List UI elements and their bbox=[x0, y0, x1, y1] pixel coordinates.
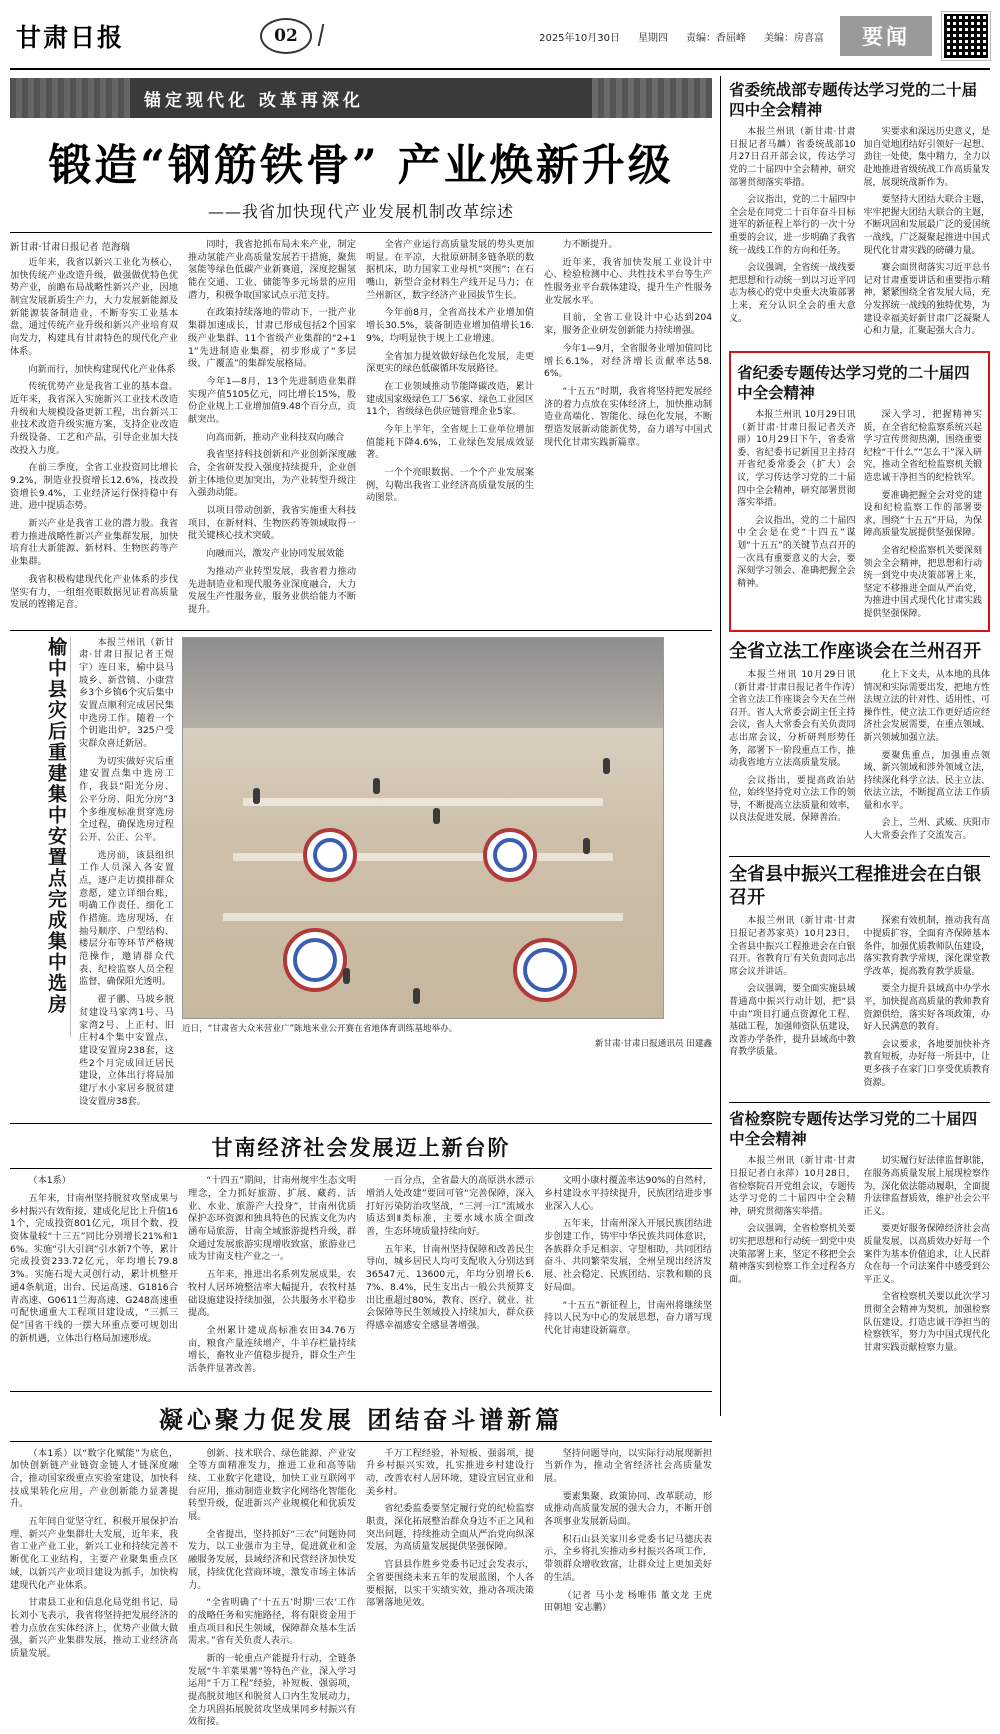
article-col-left bbox=[729, 669, 855, 848]
paragraph: 官县县作胜乡党委书记过会发表示，全省要围绕未来五年的发展蓝图，个人各要根据，以实干实绩实效，推动各项决策部署落地见效。 bbox=[366, 1559, 535, 1609]
photo-lane bbox=[223, 913, 623, 921]
paragraph: 向新而行，加快构建现代化产业体系 bbox=[28, 363, 176, 375]
page-number: 02 bbox=[260, 18, 312, 54]
weekday: 星期四 bbox=[638, 32, 668, 44]
right-article bbox=[729, 640, 990, 848]
section3-col-2 bbox=[188, 1448, 356, 1734]
divider bbox=[729, 856, 990, 857]
article-col-left bbox=[729, 915, 855, 1094]
section2-title: 甘南经济社会发展迈上新台阶 bbox=[10, 1123, 712, 1162]
article-title: 省委统战部专题传达学习党的二十届四中全会精神 bbox=[729, 80, 978, 120]
paragraph: “十五五”时期，我省将坚持把发展经济的着力点放在实体经济上，加快推动制造业高端化、智能化、绿色化发展，不断塑造发展新动能新优势，奋力谱写中国式现代化甘肃实践新篇章。 bbox=[544, 385, 713, 448]
paragraph: 近年来，我省加快发展工业设计中心、检验检测中心、共性技术平台等生产性服务业平台载体建设，提升生产性服务业发展水平。 bbox=[544, 256, 713, 306]
section2-col-3 bbox=[366, 1175, 534, 1380]
photo-caption: 近日，“甘肃省大众米营业广”陈地米业公开赛在省地体育训练基地举办。 bbox=[182, 1023, 458, 1034]
paragraph: 全省加力提效做好绿色化发展，走更深更实的绿色低碳循环发展路径。 bbox=[366, 350, 535, 375]
section3-col-1 bbox=[10, 1448, 178, 1734]
paragraph: 在政策持续落地的带动下，一批产业集群加速成长，甘肃已形成包括2个国家级产业集群、11个省级产业集群的“2+11”先进制造业集群，初步形成了“多层级、广覆盖”的集群发展格局。 bbox=[188, 307, 357, 370]
paragraph: 会议要求，各地要加快补齐教育短板，办好每一所县中，让更多孩子在家门口享受优质教育资源。 bbox=[863, 1039, 991, 1088]
paragraph: 甘肃县工业和信息化局党组书记、局长刘小飞表示，我省将坚持把发展经济的着力点放在实体经济上，优势产业做大做强，新兴产业集群发展，推动工业经济高质量发展。 bbox=[10, 1597, 179, 1659]
lead-article-body bbox=[10, 232, 712, 622]
paragraph: 同时，我省抢抓布局未来产业，制定推动氢能产业高质量发展若干措施，聚焦氢能等绿色低碳产业新赛道，深度挖掘氢能在交通、工业、储能等多元场景的应用潜力，积极争取国家试点示范支持。 bbox=[188, 239, 357, 301]
paragraph: 以项目带动创新，我省实施重大科技项目，在新材料、生物医药等领域取得一批关键核心技术突破。 bbox=[188, 505, 357, 542]
paragraph: 向高而新，推动产业科技双向融合 bbox=[206, 431, 345, 443]
section3-col-4 bbox=[544, 1448, 712, 1734]
lead-headline: 锻造“钢筋铁骨” 产业焕新升级 bbox=[48, 141, 674, 191]
paragraph: 一百分点，全省最大的高原洪水漂示增消人处改建”要回可管“完善保障，深入打好污染防治攻坚战，“三河一江”流域水质达到Ⅱ类标准，主要水域水质全面改善，生态环境质量持续向好。 bbox=[366, 1175, 535, 1238]
paragraph: 五年来，甘南州深入开展民族团结进步创建工作，铸牢中华民族共同体意识，各族群众手足相亲、守望相助，共同团结奋斗、共同繁荣发展，全州呈现出经济发展、社会稳定、民族团结、宗教和顺的良好局面。 bbox=[544, 1218, 713, 1293]
paragraph: 全省产业运行高质量发展的势头更加明显。在平凉，大批原研制多链条联的数据机床，助力国家工业母机“突围”；在石嘴山，新型合金材料生产线开足马力；在兰州新区，数字经济产业园拔节生长。 bbox=[366, 239, 535, 301]
paragraph: 本报兰州讯 10月29日讯（新甘肃·甘肃日报记者关齐丽）10月29日下午，省委常委、省纪委书记新国卫主持召开省纪委常委会（扩大）会议，学习传达学习党的二十届四中全会精神，研究部署贯彻落实举措。 bbox=[737, 410, 856, 509]
paragraph: 会议强调，全省统一战线要把思想和行动统一到以习近平同志为核心的党中央重大决策部署上来，充分认识全会的重大意义。 bbox=[729, 263, 856, 324]
paragraph: 坚持问题导向，以实际行动展现新担当新作为，推动全省经济社会高质量发展。 bbox=[544, 1447, 713, 1484]
article-col-right bbox=[864, 915, 990, 1094]
banner-buildings-right-icon bbox=[592, 78, 712, 118]
paragraph: 选房前，该县组织工作人员深入各安置点，逐户走访摸排群众意愿，建立详细台账，明确工作责任、细化工作措施。选房现场，在抽号顺序、户型结构、楼层分布等环节严格规范操作，邀请群众代表、纪检监察人员全程监督，确保阳光透明。 bbox=[79, 849, 174, 988]
right-article bbox=[729, 1102, 990, 1359]
paragraph: 五年间自觉坚守红、积极开展保护治理、新兴产业集群壮大发展，近年来，我省工业产业工业，新兴工业和持续完善不断优化工业结构，主要产业聚集重点区域，以新兴产业项目建设为抓手，加快构建现代化产业体系。 bbox=[10, 1516, 179, 1591]
paragraph: 要坚持大团结大联合主题，牢牢把握大团结大联合的主题，不断巩固和发展最广泛的爱国统一战线，广泛凝聚起推进中国式现代化甘肃实践的磅礴力量。 bbox=[863, 195, 991, 256]
paragraph: 赛会面贯彻落实习近平总书记对甘肃重要讲话和重要指示精神，紧紧围绕全省发展大局，充分发挥统一战线的独特优势，为建设幸福美好新甘肃广泛凝聚人心和力量，汇聚起强大合力。 bbox=[863, 263, 991, 337]
paragraph: 化上下文夫，从本地的具体情况和实际需要出发，把地方性法规立法的针对性、适用性、可操作性，使立法工作更好适应经济社会发展需要，在重点领域、新兴领域加强立法。 bbox=[863, 669, 991, 743]
paragraph: 今年1—8月，13个先进制造业集群实现产值5105亿元，同比增长15%，股份企业规上工业增加值9.48个百分点，贡献突出。 bbox=[188, 375, 357, 425]
lead-col-1 bbox=[10, 239, 178, 622]
paragraph: “十五五”新征程上，甘南州将继续坚持以人民为中心的发展思想，奋力谱写现代化甘南建设新篇章。 bbox=[544, 1299, 713, 1336]
photo-target bbox=[303, 828, 357, 882]
paragraph: 我省积极构建现代化产业体系的步伐坚实有力，一组组亮眼数据见证着高质量发展的铿锵足音。 bbox=[10, 573, 179, 611]
paragraph: 会议指出，党的二十届四中全会是在党“十四五”谋划“十五五”的关键节点召开的一次具有重要意义的大会，要深刻学习领会、准确把握全会精神。 bbox=[737, 515, 856, 589]
photo-lane bbox=[243, 798, 603, 806]
paragraph: 全省纪检监察机关要深刻领会全会精神，把思想和行动统一到党中央决策部署上来，坚定不移推进全面从严治党，为推进中国式现代化甘肃实践提供坚强保障。 bbox=[863, 546, 983, 619]
section3-body bbox=[10, 1441, 712, 1734]
article-title: 全省县中振兴工程推进会在白银召开 bbox=[729, 863, 982, 909]
paragraph: “十四五”期间，甘南州规牢生态文明理念，全力抓好旅游、扩展、藏药、活业、水业、旅游产大投身”，甘南州优质保护态环资源和独具特色的民族文化为内涵布局旅游，甘南全域旅游提档升级，群众通过发展旅游实现增收致富，旅游业已成为甘南支柱产业之一。 bbox=[188, 1175, 357, 1263]
article-title: 全省立法工作座谈会在兰州召开 bbox=[729, 640, 982, 662]
paragraph: 目前，全省工业设计中心达到204家，服务企业研发创新能力持续增强。 bbox=[544, 312, 713, 337]
paragraph: 要聚焦重点，加强重点领域、新兴领域和涉外领域立法，持续深化科学立法、民主立法、依法立法，不断提高立法工作质量和水平。 bbox=[863, 750, 991, 811]
section-title: 要闻 bbox=[840, 16, 932, 56]
right-column bbox=[720, 76, 990, 1416]
section2-col-2 bbox=[188, 1175, 356, 1380]
newspaper-logo: 甘肃日报 bbox=[16, 23, 125, 52]
publish-date: 2025年10月30日 bbox=[539, 32, 620, 44]
photo-target bbox=[483, 828, 537, 882]
paragraph: 在工业领域推动节能降碳改造，累计建成国家级绿色工厂56家、绿色工业园区11个，省级绿色供应链管理企业5家。 bbox=[366, 380, 535, 418]
article-col-right bbox=[864, 669, 990, 848]
paragraph: 五年来，甘南州坚持脱贫攻坚成果与乡村振兴有效衔接，建成化尼比上升值161个，完成投资801亿元，项目个数、投资体量较“十三五”同比分别增长21%和16%。实施“引大引润”引水新7个等，累计完成投资233.72亿元，年均增长79.83%。实施石堤大灵创行动，累计机整开通4条航道，出台、民运高速、G1816合青高速、G0611兰海高速、G248高速重可配快通重大工程项目建设成，“三抓三促”国省干线的一摆大环重点要可规划出的新机遇，立体出行格局加速形成。 bbox=[10, 1193, 179, 1344]
paragraph: 省纪委监委要坚定履行党的纪检监察职责，深化拓展整治群众身边不正之风和突出问题，持续推动全面从严治党向纵深发展，为高质量发展提供坚强保障。 bbox=[366, 1503, 535, 1553]
banner-buildings-icon bbox=[10, 78, 130, 118]
masthead bbox=[10, 8, 990, 70]
photo-target bbox=[283, 928, 347, 992]
photo-target bbox=[513, 938, 577, 1002]
paragraph: 力不断提升。 bbox=[562, 239, 618, 250]
photo-person bbox=[253, 788, 260, 804]
paragraph: 今年前8月，全省高技术产业增加值增长30.5%，装备制造业增加值增长16.9%，均明显快于规上工业增速。 bbox=[366, 307, 535, 344]
paragraph: 切实履行好法律监督职能，在服务高质量发展上展现检察作为，深化依法能动履职，全面提升法律监督质效，维护社会公平正义。 bbox=[863, 1156, 991, 1217]
paragraph: 要素集聚、政策协同、改革联动，形成推动高质量发展的强大合力，不断开创各项事业发展新局面。 bbox=[544, 1490, 713, 1528]
designer: 美编：房喜富 bbox=[764, 32, 824, 44]
paragraph: 五年来，甘南州坚持保障和改善民生导向，城乡居民人均可支配收入分别达到36547元、13600元，年均分别增长6.7%、8.4%，民生支出占一般公共预算支出比重超过80%，教育、医疗、就业、社会保障等民生领域投入持续加大，群众获得感幸福感安全感显著增强。 bbox=[366, 1243, 535, 1331]
paragraph: 会议强调，要全面实施县域普通高中振兴行动计划，把“县中由”项目打通点资源化工程、基础工程，加强师资队伍建设，改善办学条件，提升县域高中教育教学质量。 bbox=[729, 984, 856, 1058]
paragraph: 为切实做好灾后重建安置点集中选房工作，我县“阳光分房、公平分房、阳光分房”3个多维度标准贯穿选房全过程，确保选房过程公开、公正、公平。 bbox=[79, 755, 174, 843]
paragraph: （本1系） bbox=[28, 1175, 71, 1187]
paragraph: 探索有效机制，推动我有高中提质扩容，全面育齐保障基本条件，加强优质教师队伍建设，落实教育教学常规，深化课堂教学改革，提高教育教学质量。 bbox=[863, 916, 991, 977]
article-title: 省纪委专题传达学习党的二十届四中全会精神 bbox=[737, 362, 970, 402]
paragraph: 要准确把握全会对党的建设和纪检监察工作的部署要求，围绕“十五五”开局，为保障高质量发展提供坚强保障。 bbox=[863, 490, 983, 539]
photo-person bbox=[603, 758, 610, 774]
editor: 责编：香屈峰 bbox=[686, 32, 746, 44]
article-title: 省检察院专题传达学习党的二十届四中全会精神 bbox=[729, 1109, 978, 1149]
lead-col-3 bbox=[366, 239, 534, 622]
paragraph: 深入学习，把握精神实质，在全省纪检监察系统兴起学习宣传贯彻热潮，围绕重要纪检“干什么”“怎么干”深入研究，推动全省纪检监察机关锻造忠诚干净担当的纪检铁军。 bbox=[863, 410, 983, 484]
paragraph: 为推动产业转型发展，我省着力推动先进制造业和现代服务业深度融合，大力发展生产性服务业，服务业供给能力不断提升。 bbox=[188, 565, 357, 615]
divider bbox=[729, 1102, 990, 1103]
section3-title: 凝心聚力促发展 团结奋斗谱新篇 bbox=[10, 1391, 712, 1435]
paragraph: 会议指出，党的二十届四中全会是在同党二十百年奋斗目标进军的新征程上举行的一次十分重要的会议，进一步明确了我省统一战线工作的方向和任务。 bbox=[729, 195, 856, 256]
paragraph: 我省坚持科技创新和产业创新深度融合，全省研发投入强度持续提升，企业创新主体地位更加突出，为产业转型升级注入强劲动能。 bbox=[188, 449, 357, 499]
lead-col-2 bbox=[188, 239, 356, 622]
paragraph: 要全力提升县域高中办学水平，加快提高高质量的教师教育资源供给，落实好各项政策，办好人民满意的教育。 bbox=[863, 984, 991, 1033]
paragraph: 翟子鹏、马坡乡脱贫建设马家湾1号、马家湾2号、上正村、旧庄村4个集中安置点，建设安置房238套，这些2个月完成回迁居民建设，立体出行将局加建厅水小家居乡脱贫建设安置房38套。 bbox=[79, 994, 174, 1107]
photo-credit: 新甘肃·甘肃日报通讯员 田建鑫 bbox=[594, 1038, 713, 1049]
photo-person bbox=[413, 988, 420, 1004]
paragraph: “全省明确了‘十五五’时期‘三农’工作的战略任务和实施路径，将有限资金用于重点项目和民生领域，保障群众基本生活需求。”省有关负责人表示。 bbox=[188, 1597, 357, 1647]
right-article bbox=[729, 856, 990, 1095]
right-article-highlighted bbox=[729, 351, 990, 632]
lead-col-4 bbox=[544, 239, 712, 622]
paragraph: 创新、技术联合、绿色能源、产业安全等方面精准发力，推进工业和高等陆续、工业数字化建设，加快工业互联网平台应用，推动制造业数字化网络化智能化转型升级，促进新兴产业规模化和优质发展。 bbox=[188, 1447, 357, 1523]
paragraph: 新兴产业是我省工业的潜力股。我省着力推进战略性新兴产业集群发展，加快培育壮大新能源、新材料、生物医药等产业集群。 bbox=[10, 518, 179, 568]
paragraph: 要更好服务保障经济社会高质量发展，以高质效办好每一个案件为基本价值追求，让人民群众在每一个司法案件中感受到公平正义。 bbox=[863, 1224, 991, 1285]
article-col-right bbox=[864, 126, 990, 343]
photo-person bbox=[583, 838, 590, 854]
paragraph: 积石山县关家川乡党委书记马德庆表示，全乡将扎实推动乡村振兴各项工作，带领群众增收致富，让群众过上更加美好的生活。 bbox=[544, 1533, 713, 1583]
article-col-left bbox=[737, 409, 855, 626]
photo-story-title: 榆中县灾后重建集中安置点完成集中选房 bbox=[10, 637, 71, 1037]
paragraph: 传统优势产业是我省工业的基本盘。近年来，我省深入实施新兴工业技术改造升级和大规模设备更新工程，出台新兴工业技术改造升级实施方案，支持企业改造升级设备、工艺和产品，引导企业加大技改投入力度。 bbox=[10, 381, 179, 456]
paragraph: 近年来，我省以新兴工业化为核心，加快传统产业改造升级，做强做优特色优势产业，前瞻布局战略性新兴产业，因地制宜发展新质生产力，大力发展新能源及新能源装备制造业，不断夯实工业基本盘，通过传统产业升级和新兴产业培育双向发力，构建具有甘肃特色的现代化产业体系。 bbox=[10, 257, 179, 357]
paragraph: 本报兰州讯 10月29日讯（新甘肃·甘肃日报记者牛作涛）全省立法工作座谈会今天在兰州召开。省人大常委会副主任主持会议，省人大常委会有关负责同志出席会议，分析研判形势任务，部署下一阶段重点工作，推动我省地方立法高质量发展。 bbox=[729, 669, 856, 769]
paragraph: 全州累计建成高标准农田34.76万亩，粮食产量连续增产，牛羊存栏量持续增长，畜牧业产值稳步提升，群众生产生活条件显著改善。 bbox=[188, 1324, 357, 1374]
paragraph: 全省提出，坚持抓好“三农”问题协同发力，以工业强市为主导，促进就业和金融服务发展，县域经济和民营经济加快发展，持续优化营商环境，激发市场主体活力。 bbox=[188, 1528, 357, 1591]
paragraph: 一个个亮眼数据、一个个产业发展案例，勾勒出我省工业经济高质量发展的生动图景。 bbox=[366, 467, 535, 504]
paragraph: 新的一轮重点产能提升行动，全链条发展“牛羊菜果薯”等特色产业，深入学习运用“千万工程”经验，补短板、强弱项，提高脱贫地区和脱贫人口内生发展动力，全力巩固拓展脱贫攻坚成果同乡村振兴有效衔接。 bbox=[188, 1652, 357, 1728]
section2-col-1 bbox=[10, 1175, 178, 1380]
photo-person bbox=[373, 778, 380, 794]
paragraph: （本1系）以“数字化赋能”为底色，加快创新链产业链资金链人才链深度融合，推动国家级重点实验室建设，加快科技成果转化应用，产业创新能力显著提升。 bbox=[10, 1447, 179, 1510]
paragraph: 文明小康村覆盖率达90%的自然村，乡村建设水平持续提升，民族团结进步事业深入人心。 bbox=[544, 1175, 713, 1212]
article-col-left bbox=[729, 1155, 855, 1359]
paragraph: 会议强调，全省检察机关要切实把思想和行动统一到党中央决策部署上来，坚定不移把全会精神落实到检察工作全过程各方面。 bbox=[729, 1224, 856, 1285]
photo-person bbox=[343, 968, 350, 984]
photo-floor bbox=[183, 728, 663, 1018]
paragraph: 本报兰州讯（新甘肃·甘肃日报记者王煜宇）连日来，榆中县马坡乡、新营镇、小康营乡3个乡镇6个灾后集中安置点顺利完成居民集中选房工作。随着一个个钥匙出炉，325户受灾群众喜迁新居。 bbox=[79, 636, 174, 750]
paragraph: 本报兰州讯（新甘肃·甘肃日报记者苏家英）10月23日，全省县中振兴工程推进会在白银召开。省教育厅有关负责同志出席会议并讲话。 bbox=[729, 916, 856, 977]
paragraph: 本报兰州讯（新甘肃·甘肃日报记者白永萍）10月28日，省检察院召开党组会议，专题传达学习党的二十届四中全会精神，研究贯彻落实举措。 bbox=[729, 1156, 856, 1217]
left-column bbox=[10, 76, 713, 1728]
photo-person bbox=[433, 808, 440, 824]
photo-story-text bbox=[79, 637, 174, 1114]
paragraph: 实要求和深远历史意义，是加自觉地团结好引领好一起想、劲往一处使，集中精力，全力以赴地推进省级统战工作高质量发展，展现统战新作为。 bbox=[863, 127, 991, 188]
article-col-right bbox=[864, 409, 982, 626]
qr-code-icon[interactable] bbox=[942, 12, 990, 60]
paragraph: 五年来，推进出名系列发展成果，农牧村人居环境整洁率大幅提升，农牧村基础设施建设持续加强，公共服务水平稳步提高。 bbox=[188, 1269, 357, 1319]
photo-lane bbox=[233, 853, 613, 861]
news-photo bbox=[182, 637, 664, 1019]
section3-col-3 bbox=[366, 1448, 534, 1734]
paragraph: 会议指出，要提高政治站位，始终坚持党对立法工作的领导，不断提高立法质量和效率，以良法促进发展、保障善治。 bbox=[729, 775, 856, 824]
masthead-meta bbox=[539, 29, 824, 44]
right-article bbox=[729, 80, 990, 343]
paragraph: 在前三季度，全省工业投资同比增长9.2%，制造业投资增长12.6%，技改投资增长9.4%，工业经济运行保持稳中有进、进中提质态势。 bbox=[10, 462, 179, 512]
paragraph: 会上，兰州、武威、庆阳市人大常委会作了交流发言。 bbox=[863, 818, 991, 842]
section2-body bbox=[10, 1168, 712, 1380]
photo-background bbox=[183, 638, 663, 730]
byline: 新甘肃·甘肃日报记者 范海瑞 bbox=[10, 242, 131, 253]
banner-text: 锚定现代化 改革再深化 bbox=[144, 90, 364, 111]
campaign-banner bbox=[10, 78, 712, 118]
paragraph: 千万工程经验，补短板、强弱项，提升乡村振兴实效，扎实推进乡村建设行动，改善农村人居环境，建设宜居宜业和美乡村。 bbox=[366, 1447, 535, 1497]
paragraph: 今年上半年，全省规上工业单位增加值能耗下降4.6%，工业绿色发展成效显著。 bbox=[366, 423, 535, 461]
paragraph: 今年1—9月，全省服务业增加值同比增长6.1%，对经济增长贡献率达58.6%。 bbox=[544, 342, 713, 380]
lead-subhead: ——我省加快现代产业发展机制改革综述 bbox=[208, 202, 515, 221]
photo-story bbox=[10, 630, 712, 1114]
section2-col-4 bbox=[544, 1175, 712, 1380]
article-col-left bbox=[729, 126, 855, 343]
paragraph: 本报兰州讯（新甘肃·甘肃日报记者马麟）省委统战部10月27日召开部会议，传达学习党的二十届四中全会精神，研究部署贯彻落实举措。 bbox=[729, 127, 856, 188]
article-col-right bbox=[864, 1155, 990, 1359]
paragraph: （记者 马小龙 杨唯伟 董文龙 王虎 田朝旭 安志鹏） bbox=[544, 1589, 713, 1614]
paragraph: 向融而兴，激发产业协同发展效能 bbox=[206, 548, 345, 560]
paragraph: 全省检察机关要以此次学习贯彻全会精神为契机，加强检察队伍建设，打造忠诚干净担当的检察铁军，努力为中国式现代化甘肃实践贡献检察力量。 bbox=[863, 1292, 991, 1353]
